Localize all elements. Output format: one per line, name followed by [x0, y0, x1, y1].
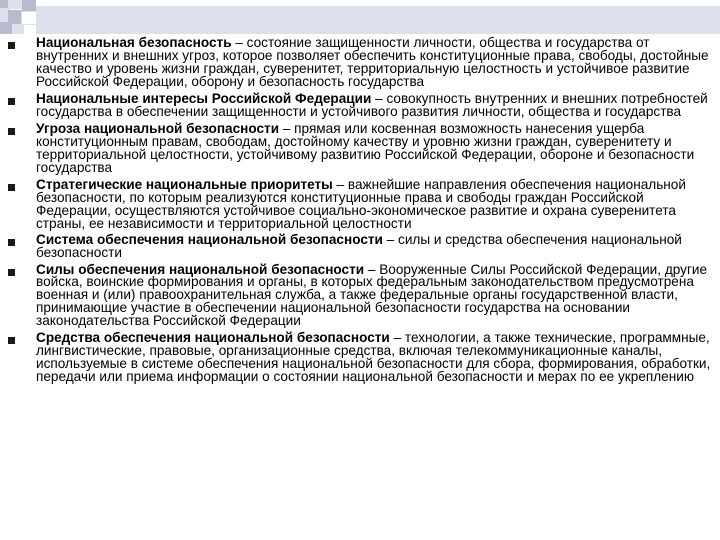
square-bullet-icon [8, 128, 15, 135]
item-definition: – силы и средства обеспечения национальной безопасности [36, 231, 682, 260]
item-definition: – совокупность внутренних и внешних потребностей государства в обеспечении защищенности и устойчивого развития личности, общества и государства [36, 90, 708, 119]
square-bullet-icon [8, 337, 15, 344]
item-definition: – Вооруженные Силы Российской Федерации, другие войска, воинские формирования и органы, в которых федеральным законодательством предусмотрена военная и (или) правоохранительная служба, а также федеральные органы государственной власти, принимающие участие в обеспечении национальной безопасности государства на основании законодательства Российской Федерации [36, 261, 708, 329]
item-term: Силы обеспечения национальной безопасности [36, 261, 365, 277]
item-term: Система обеспечения национальной безопасности [36, 231, 383, 247]
item-text [36, 261, 720, 329]
list-item [8, 332, 720, 384]
square-bullet-icon [8, 269, 15, 276]
item-definition: – технологии, а также технические, программные, лингвистические, правовые, организационные средства, включая телекоммуникационные каналы, используемые в системе обеспечения национальной безопасности для сбора, формирования, обработки, передачи или приема информации о состоянии национальной безопасности и мерах по ее укреплению [36, 330, 711, 384]
decor-square [8, 0, 22, 9]
item-term: Угроза национальной безопасности [36, 121, 280, 137]
item-text [36, 123, 720, 175]
square-bullet-icon [8, 42, 15, 49]
decor-square [0, 22, 12, 34]
decor-square [22, 0, 36, 12]
square-bullet-icon [8, 184, 15, 191]
list-item [8, 261, 720, 329]
item-term: Национальная безопасность [36, 35, 232, 50]
decor-square [0, 0, 8, 8]
header-decoration [0, 0, 720, 34]
item-definition: – прямая или косвенная возможность нанесения ущерба конституционным правам, свободам, достойному качеству и уровню жизни граждан, суверенитету и территориальной целостности, устойчивому развитию Российской Федерации, обороне и безопасности государства [36, 121, 695, 176]
decor-square [22, 12, 36, 24]
item-text [36, 37, 720, 89]
item-text [36, 332, 720, 384]
list-item [8, 37, 720, 89]
list-item [8, 90, 720, 119]
decor-square [12, 24, 24, 34]
square-bullet-icon [8, 98, 15, 105]
item-term: Средства обеспечения национальной безопасности [36, 330, 390, 346]
item-definition: – важнейшие направления обеспечения национальной безопасности, по которым реализуются конституционные права и свободы граждан Российской Федерации, осуществляются устойчивое социально-экономическое развитие и охрана суверенитета страны, ее независимости и территориальной целостности [36, 177, 686, 231]
item-text [36, 231, 720, 260]
item-term: Стратегические национальные приоритеты [36, 177, 333, 193]
decor-bar [36, 6, 720, 34]
list-item [8, 123, 720, 175]
item-text [36, 179, 720, 231]
list-item [8, 231, 720, 260]
item-term: Национальные интересы Российской Федерации [36, 90, 372, 106]
item-definition: – состояние защищенности личности, общества и государства от внутренних и внешних угроз, которое позволяет обеспечить конституционные права, свободы, достойные качество и уровень жизни граждан, суверенитет, территориальную целостность и устойчивое развитие Российской Федерации, оборону и безопасность государства [36, 35, 709, 89]
square-bullet-icon [8, 239, 15, 246]
definitions-list [8, 37, 720, 384]
item-text [36, 90, 720, 119]
list-item [8, 179, 720, 231]
